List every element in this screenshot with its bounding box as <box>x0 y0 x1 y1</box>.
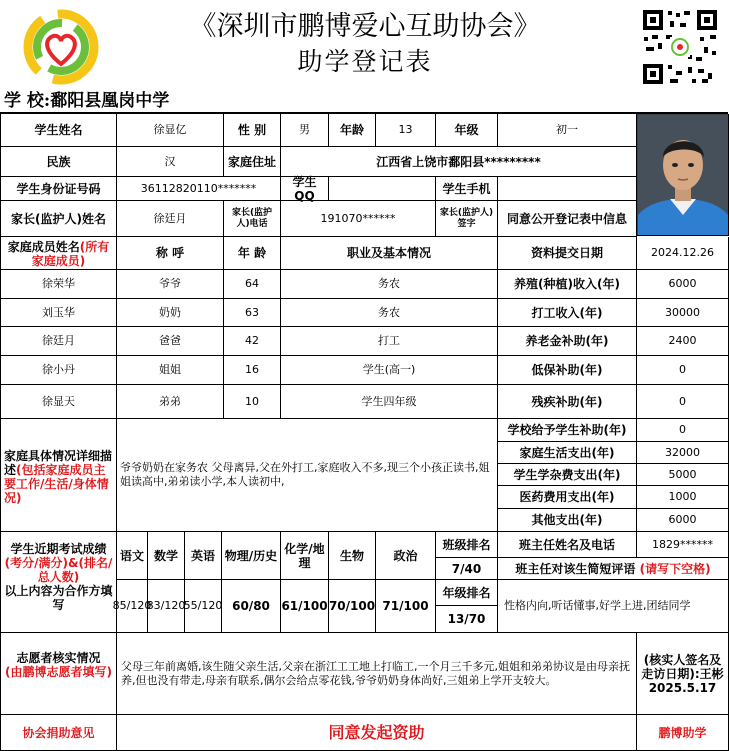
volunteer-label <box>1 633 117 715</box>
age-label: 年龄 <box>329 114 376 147</box>
finance-label: 低保补助(年) <box>498 356 637 385</box>
class-rank-label: 班级排名 <box>436 532 498 558</box>
family-members-label-note: (所有家庭成员) <box>31 240 110 268</box>
member-age: 42 <box>224 327 281 356</box>
finance-label: 家庭生活支出(年) <box>498 442 637 464</box>
guardian-phone-label: 家长(监护人)电话 <box>224 201 281 237</box>
opinion-value: 同意发起资助 <box>117 715 637 751</box>
member-name: 徐显天 <box>1 385 117 419</box>
ethnicity-label: 民族 <box>1 147 117 177</box>
age-value: 13 <box>376 114 436 147</box>
subject-name: 物理/历史 <box>222 532 281 580</box>
finance-value: 0 <box>637 385 729 419</box>
member-name: 徐小丹 <box>1 356 117 385</box>
finance-label: 养殖(种植)收入(年) <box>498 270 637 299</box>
exam-label-main: 学生近期考试成绩 <box>10 542 107 556</box>
guardian-phone-value: 191070****** <box>281 201 436 237</box>
qq-value <box>329 177 436 201</box>
form-title: 《深圳市鹏博爱心互助协会》 <box>189 11 541 42</box>
teacher-comment-label-note: (请写下空格) <box>639 561 711 576</box>
exam-label-filler: 以上内容为合作方填写 <box>4 584 113 612</box>
finance-label: 医药费用支出(年) <box>498 486 637 509</box>
ethnicity-value: 汉 <box>117 147 224 177</box>
member-job: 务农 <box>281 299 498 327</box>
member-age: 63 <box>224 299 281 327</box>
student-name-value: 徐显亿 <box>117 114 224 147</box>
id-label: 学生身份证号码 <box>1 177 117 201</box>
submit-date-value: 2024.12.26 <box>637 237 729 270</box>
grade-label: 年级 <box>436 114 498 147</box>
finance-value: 1000 <box>637 486 729 509</box>
volunteer-label-note: (由鹏博志愿者填写) <box>5 665 112 679</box>
subject-name: 政治 <box>376 532 436 580</box>
family-members-label <box>1 237 117 270</box>
subject-name: 语文 <box>117 532 148 580</box>
grade-value: 初一 <box>498 114 637 147</box>
form-subtitle: 助学登记表 <box>297 47 433 76</box>
grade-rank-label: 年级排名 <box>436 580 498 606</box>
address-label: 家庭住址 <box>224 147 281 177</box>
student-name-label: 学生姓名 <box>1 114 117 147</box>
qr-code-icon <box>640 7 720 87</box>
finance-label: 养老金补助(年) <box>498 327 637 356</box>
finance-value: 0 <box>637 419 729 442</box>
subject-name: 英语 <box>185 532 222 580</box>
verifier-signature: (核实人签名及走访日期):王彬 2025.5.17 <box>637 633 729 715</box>
association-logo <box>20 6 102 88</box>
member-relation: 姐姐 <box>117 356 224 385</box>
finance-value: 0 <box>637 356 729 385</box>
finance-value: 32000 <box>637 442 729 464</box>
subject-score: 60/80 <box>222 580 281 633</box>
finance-value: 2400 <box>637 327 729 356</box>
guardian-name-value: 徐廷月 <box>117 201 224 237</box>
gender-value: 男 <box>281 114 329 147</box>
finance-value: 5000 <box>637 464 729 486</box>
subject-name: 生物 <box>329 532 376 580</box>
member-job: 务农 <box>281 270 498 299</box>
family-detail-label-main: 家庭具体情况详细描述 <box>4 449 113 477</box>
subject-score: 71/100 <box>376 580 436 633</box>
org-name: 鹏博助学 <box>637 715 729 751</box>
member-relation: 爷爷 <box>117 270 224 299</box>
phone-value <box>498 177 637 201</box>
teacher-comment: 性格内向,听话懂事,好学上进,团结同学 <box>498 580 729 633</box>
teacher-comment-label <box>498 558 729 580</box>
member-name: 徐荣华 <box>1 270 117 299</box>
volunteer-label-main: 志愿者核实情况 <box>16 651 101 665</box>
member-relation: 爸爸 <box>117 327 224 356</box>
member-age: 10 <box>224 385 281 419</box>
member-job: 学生(高一) <box>281 356 498 385</box>
member-relation: 弟弟 <box>117 385 224 419</box>
school-name: 学 校:鄱阳县凰岗中学 <box>4 91 170 111</box>
registration-table <box>0 114 728 751</box>
guardian-consent: 同意公开登记表中信息 <box>498 201 637 237</box>
exam-label <box>1 532 117 633</box>
family-detail-label <box>1 419 117 532</box>
subject-score: 83/120 <box>148 580 185 633</box>
subject-name: 数学 <box>148 532 185 580</box>
opinion-label: 协会捐助意见 <box>1 715 117 751</box>
teacher-comment-label-main: 班主任对该生简短评语 <box>515 561 636 576</box>
teacher-phone: 1829****** <box>637 532 729 558</box>
member-age: 16 <box>224 356 281 385</box>
subject-score: 85/120 <box>117 580 148 633</box>
gender-label: 性 别 <box>224 114 281 147</box>
subject-score: 55/120 <box>185 580 222 633</box>
family-members-label-main: 家庭成员姓名 <box>7 240 80 254</box>
phone-label: 学生手机 <box>436 177 498 201</box>
finance-label: 打工收入(年) <box>498 299 637 327</box>
submit-date-label: 资料提交日期 <box>498 237 637 270</box>
grade-rank-value: 13/70 <box>436 606 498 633</box>
finance-value: 6000 <box>637 270 729 299</box>
family-detail-text: 爷爷奶奶在家务农 父母离异,父在外打工,家庭收入不多,现三个小孩正读书,姐姐读高中,弟弟读小学,本人读初中, <box>117 419 498 532</box>
class-rank-value: 7/40 <box>436 558 498 580</box>
subject-score: 61/100 <box>281 580 329 633</box>
member-relation: 奶奶 <box>117 299 224 327</box>
address-value: 江西省上饶市鄱阳县********* <box>281 147 637 177</box>
member-job: 打工 <box>281 327 498 356</box>
subject-name: 化学/地理 <box>281 532 329 580</box>
guardian-name-label: 家长(监护人)姓名 <box>1 201 117 237</box>
subject-score: 70/100 <box>329 580 376 633</box>
finance-label: 其他支出(年) <box>498 509 637 532</box>
id-value: 36112820110******* <box>117 177 281 201</box>
member-job: 学生四年级 <box>281 385 498 419</box>
finance-label: 残疾补助(年) <box>498 385 637 419</box>
finance-value: 30000 <box>637 299 729 327</box>
volunteer-text: 父母三年前离婚,该生随父亲生活,父亲在浙江工工地上打临工,一个月三千多元,姐姐和弟弟协议是由母亲抚养,但也没有带走,母亲有联系,偶尔会给点零花钱,爷爷奶奶身体尚好,三姐弟上学开支较大。 <box>117 633 637 715</box>
member-name: 徐廷月 <box>1 327 117 356</box>
exam-label-note: (考分/满分)&(排名/总人数) <box>4 556 113 584</box>
teacher-label: 班主任姓名及电话 <box>498 532 637 558</box>
job-header: 职业及基本情况 <box>281 237 498 270</box>
family-detail-label-note: (包括家庭成员主要工作/生活/身体情况) <box>4 463 109 505</box>
member-name: 刘玉华 <box>1 299 117 327</box>
finance-label: 学校给予学生补助(年) <box>498 419 637 442</box>
guardian-sign-label: 家长(监护人)签字 <box>436 201 498 237</box>
member-age: 64 <box>224 270 281 299</box>
finance-label: 学生学杂费支出(年) <box>498 464 637 486</box>
age-header: 年 龄 <box>224 237 281 270</box>
relation-header: 称 呼 <box>117 237 224 270</box>
qq-label: 学生QQ <box>281 177 329 201</box>
student-photo <box>637 114 729 236</box>
finance-value: 6000 <box>637 509 729 532</box>
